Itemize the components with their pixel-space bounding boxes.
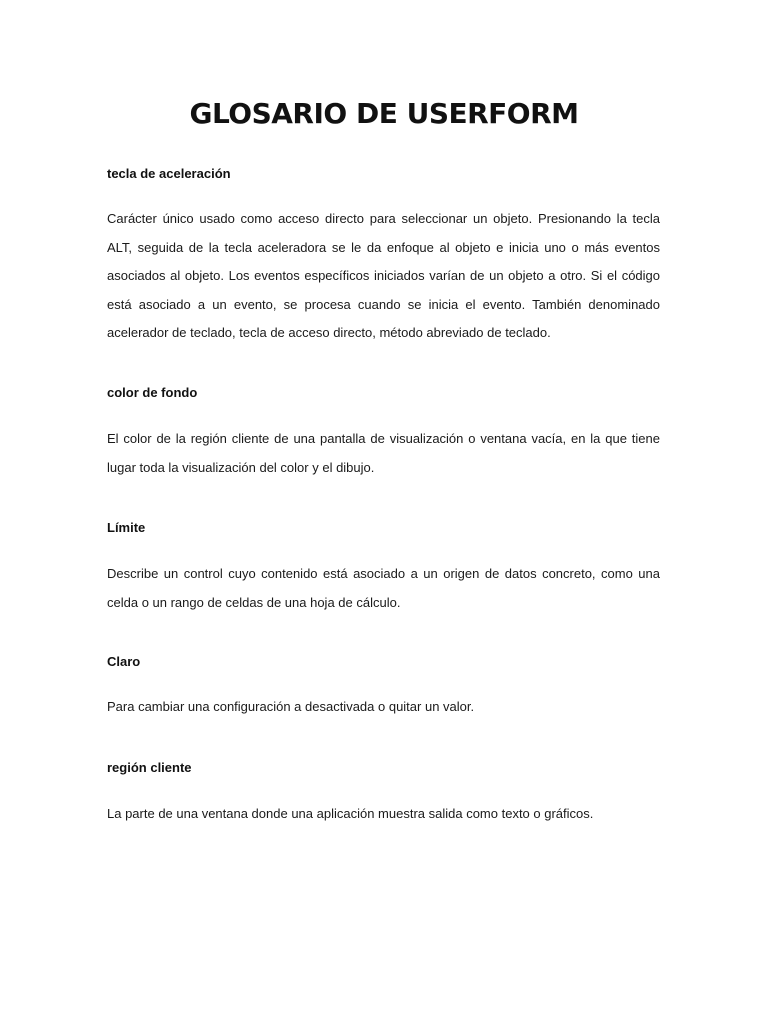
- glossary-definition: Describe un control cuyo contenido está asociado a un origen de datos concreto, como una celda o un rango de celdas de una hoja de cálculo.: [107, 566, 660, 610]
- document-title: GLOSARIO DE USERFORM: [189, 97, 579, 130]
- glossary-term: región cliente: [107, 760, 192, 775]
- glossary-term: color de fondo: [107, 385, 198, 400]
- glossary-definition: Carácter único usado como acceso directo para seleccionar un objeto. Presionando la tecla ALT, seguida de la tecla aceleradora se le da enfoque al objeto e inicia uno o más eventos asociados al objeto. Los eventos específicos iniciados varían de un objeto a otro. Si el código está asociado a un evento, se procesa cuando se inicia el evento. También denominado acelerador de teclado, tecla de acceso directo, método abreviado de teclado.: [107, 211, 660, 341]
- glossary-definition: Para cambiar una configuración a desactivada o quitar un valor.: [107, 699, 475, 714]
- glossary-definition: La parte de una ventana donde una aplicación muestra salida como texto o gráficos.: [107, 806, 594, 821]
- glossary-definition: El color de la región cliente de una pantalla de visualización o ventana vacía, en la que tiene lugar toda la visualización del color y el dibujo.: [107, 431, 660, 475]
- glossary-term: Claro: [107, 654, 141, 669]
- glossary-term: tecla de aceleración: [107, 166, 231, 181]
- glossary-term: Límite: [107, 520, 146, 535]
